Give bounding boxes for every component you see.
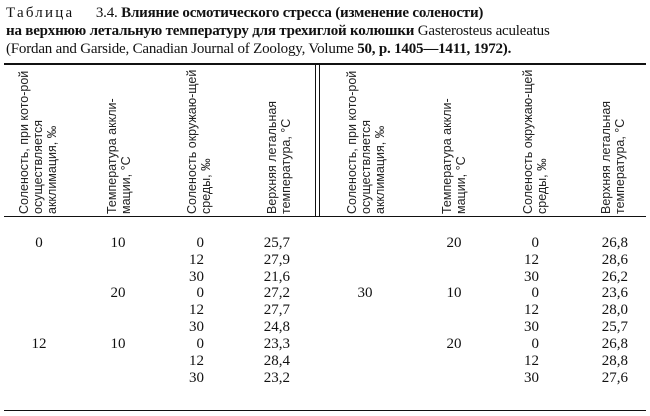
cell-right-env-salinity: 0 <box>531 336 539 352</box>
species-name: Gasterosteus aculeatus <box>417 23 550 39</box>
source-citation: (Fordan and Garside, Canadian Journal of Zoology, Volume <box>6 41 354 57</box>
cell-right-acclim-temp: 20 <box>446 235 462 251</box>
cell-left-env-salinity: 30 <box>189 319 204 335</box>
cell-right-env-salinity: 30 <box>524 319 539 335</box>
caption-line-1 <box>6 4 646 22</box>
cell-right-acclim-salinity: 30 <box>357 285 373 301</box>
table-top-rule <box>4 63 646 65</box>
cell-left-env-salinity: 30 <box>189 370 204 386</box>
cell-right-env-salinity: 12 <box>524 302 539 318</box>
cell-left-env-salinity: 0 <box>196 336 204 352</box>
cell-right-env-salinity: 0 <box>531 285 539 301</box>
cell-left-lethal-temp: 23,3 <box>263 336 290 352</box>
cell-left-acclim-salinity: 12 <box>31 336 47 352</box>
header-env-salinity-left: Соленость окружаю-щей среды, ‰ <box>185 69 213 214</box>
cell-left-lethal-temp: 25,7 <box>263 235 290 251</box>
cell-right-env-salinity: 30 <box>524 269 539 285</box>
cell-left-env-salinity: 0 <box>196 235 204 251</box>
table-title-line-1: Влияние осмотического стресса (изменение солености) <box>121 5 484 21</box>
source-pages: 50, р. 1405—1411, 1972). <box>357 41 512 57</box>
header-lethal-temp-right: Верхняя летальная температура, °С <box>599 100 627 214</box>
cell-right-lethal-temp: 28,0 <box>601 302 628 318</box>
cell-right-lethal-temp: 23,6 <box>601 285 628 301</box>
caption-line-2 <box>6 22 646 40</box>
cell-right-env-salinity: 12 <box>524 353 539 369</box>
cell-right-env-salinity: 12 <box>524 252 539 268</box>
cell-left-env-salinity: 0 <box>196 285 204 301</box>
cell-right-env-salinity: 30 <box>524 370 539 386</box>
header-acclim-salinity-left: Соленость, при кото-рой осуществляется акклимация, ‰ <box>17 70 59 214</box>
header-acclim-salinity-right: Соленость, при кото-рой осуществляется акклимация, ‰ <box>345 70 387 214</box>
header-column-divider <box>315 64 320 216</box>
cell-left-lethal-temp: 23,2 <box>263 370 290 386</box>
cell-left-acclim-temp: 20 <box>110 285 126 301</box>
cell-left-lethal-temp: 27,7 <box>263 302 290 318</box>
header-lethal-temp-left: Верхняя летальная температура, °С <box>265 100 293 214</box>
header-acclim-temp-right: Температура аккли-мации, °С <box>440 98 468 214</box>
cell-left-acclim-temp: 10 <box>110 235 126 251</box>
cell-right-lethal-temp: 27,6 <box>601 370 628 386</box>
cell-left-env-salinity: 30 <box>189 269 204 285</box>
cell-right-acclim-temp: 20 <box>446 336 462 352</box>
cell-right-lethal-temp: 26,8 <box>601 336 628 352</box>
cell-left-env-salinity: 12 <box>189 302 204 318</box>
cell-left-acclim-temp: 10 <box>110 336 126 352</box>
cell-left-env-salinity: 12 <box>189 353 204 369</box>
cell-right-lethal-temp: 26,8 <box>601 235 628 251</box>
table-title-line-2: на верхнюю летальную температуру для трехиглой колюшки <box>6 23 415 39</box>
table-number: 3.4. <box>95 5 118 21</box>
table-header-rule <box>4 216 646 217</box>
cell-left-lethal-temp: 27,2 <box>263 285 290 301</box>
header-acclim-temp-left: Температура аккли-мации, °С <box>105 98 133 214</box>
cell-right-lethal-temp: 28,6 <box>601 252 628 268</box>
cell-right-env-salinity: 0 <box>531 235 539 251</box>
cell-left-lethal-temp: 28,4 <box>263 353 290 369</box>
cell-right-lethal-temp: 25,7 <box>601 319 628 335</box>
header-env-salinity-right: Соленость окружаю-щей среды, ‰ <box>521 69 549 214</box>
caption-line-3 <box>6 40 646 58</box>
table-caption <box>6 4 646 58</box>
cell-left-lethal-temp: 24,8 <box>263 319 290 335</box>
cell-right-acclim-temp: 10 <box>446 285 462 301</box>
cell-right-lethal-temp: 28,8 <box>601 353 628 369</box>
table-label: Таблица <box>6 5 75 21</box>
cell-left-lethal-temp: 21,6 <box>263 269 290 285</box>
cell-right-lethal-temp: 26,2 <box>601 269 628 285</box>
cell-left-lethal-temp: 27,9 <box>263 252 290 268</box>
cell-left-acclim-salinity: 0 <box>35 235 43 251</box>
cell-left-env-salinity: 12 <box>189 252 204 268</box>
table-bottom-rule <box>4 410 646 411</box>
